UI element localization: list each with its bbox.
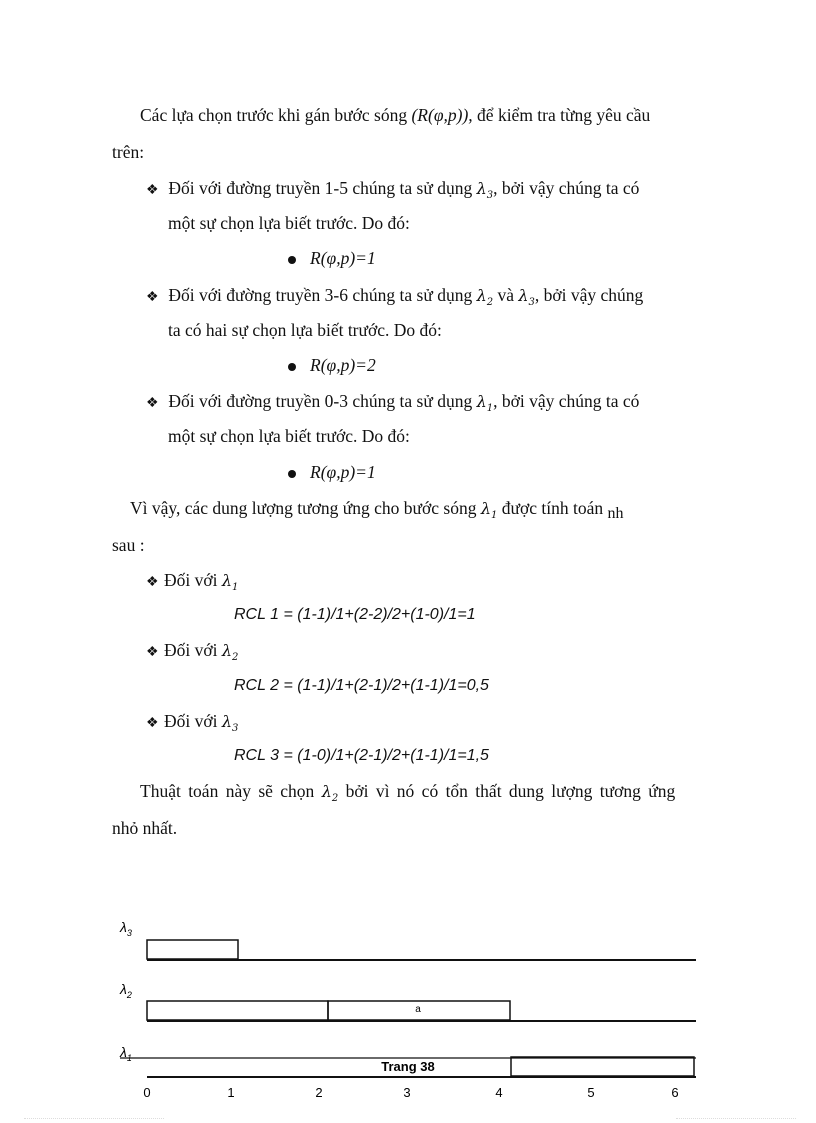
lambda-subscript: 2 <box>331 793 339 805</box>
axis-tick: 5 <box>587 1085 595 1100</box>
bullet-dot-icon <box>288 256 296 264</box>
lambda-2-symbol: λ <box>120 981 127 997</box>
rcl-3-formula: RCL 3 = (1-0)/1+(2-1)/2+(1-1)/1=1,5 <box>234 747 489 764</box>
lambda-2-segment-label: a <box>415 1004 421 1015</box>
case-2-line-2: ta có hai sự chọn lựa biết trước. Do đó: <box>168 320 442 340</box>
page-footer: Trang 38 <box>381 1059 435 1074</box>
lambda-subscript: 1 <box>486 403 494 415</box>
rcl-label-text: Đối với <box>164 640 222 660</box>
lambda-1-symbol: λ <box>120 1044 127 1060</box>
lambda-symbol: $\lambda_3$ <box>518 286 535 309</box>
lambda-3-segment <box>147 940 238 959</box>
case-3-line-1 <box>146 390 639 420</box>
rcl-2-label <box>146 639 238 669</box>
case-2-line-1 <box>146 284 643 314</box>
lambda-subscript: 3 <box>232 723 239 735</box>
lambda-subscript: 1 <box>490 510 498 522</box>
footer-dotted-right <box>676 1118 796 1120</box>
case-3-result-text: R(φ,p)=1 <box>310 462 376 482</box>
case-1-text-tail: , bởi vậy chúng ta có <box>493 178 640 198</box>
conclusion-line-2: nhỏ nhất. <box>112 818 178 838</box>
conclusion-line-1 <box>140 780 675 810</box>
case-1-result-text: R(φ,p)=1 <box>310 248 376 268</box>
case-2-conjunction: và <box>493 285 519 305</box>
lambda-symbol: $\lambda_2$ <box>321 782 339 805</box>
diamond-bullet-icon: ❖ <box>146 645 159 660</box>
case-2-text: Đối với đường truyền 3-6 chúng ta sử dụng <box>168 285 477 305</box>
lambda-subscript: 3 <box>486 190 494 202</box>
axis-tick: 1 <box>227 1085 235 1100</box>
lambda-3-symbol: λ <box>120 919 127 935</box>
axis-tick: 2 <box>315 1085 323 1100</box>
lambda-symbol: $\lambda_3$ <box>221 712 239 735</box>
lambda-3-subscript: 3 <box>126 928 132 938</box>
case-3-text: Đối với đường truyền 0-3 chúng ta sử dụng <box>168 391 477 411</box>
lambda-2-label <box>119 981 132 1000</box>
diamond-bullet-icon: ❖ <box>146 183 159 198</box>
rcl-label-text: Đối với <box>164 570 222 590</box>
diamond-bullet-icon: ❖ <box>146 716 159 731</box>
lambda-symbol: $\lambda_3$ <box>476 179 494 202</box>
summary-text-fragment: nh <box>607 505 624 522</box>
diamond-bullet-icon: ❖ <box>146 290 159 305</box>
lambda-symbol: $\lambda_1$ <box>221 571 239 594</box>
case-1-text: Đối với đường truyền 1-5 chúng ta sử dụng <box>168 178 477 198</box>
diamond-bullet-icon: ❖ <box>146 575 159 590</box>
lambda-subscript: 2 <box>232 652 239 664</box>
intro-line-1 <box>140 104 650 126</box>
lambda-subscript: 1 <box>232 582 239 594</box>
case-3-text-tail: , bởi vậy chúng ta có <box>493 391 640 411</box>
axis-tick: 6 <box>671 1085 679 1100</box>
footer-dotted-left <box>24 1118 164 1120</box>
case-1-line-2: một sự chọn lựa biết trước. Do đó: <box>168 213 410 233</box>
lambda-1-label <box>119 1044 132 1063</box>
rcl-label-text: Đối với <box>164 711 222 731</box>
case-2-result <box>288 354 376 376</box>
lambda-symbol: $\lambda_1$ <box>480 499 498 522</box>
case-1-result <box>288 247 376 269</box>
rcl-1-label <box>146 569 238 599</box>
intro-line-2: trên: <box>112 142 145 162</box>
summary-line-1 <box>130 497 623 527</box>
axis-tick: 3 <box>403 1085 411 1100</box>
bullet-dot-icon <box>288 363 296 371</box>
lambda-symbol: $\lambda_2$ <box>476 286 494 309</box>
summary-text: Vì vậy, các dung lượng tương ứng cho bước sóng <box>130 498 481 518</box>
conclusion-text-tail: bởi vì nó có tổn thất dung lượng tương ứng <box>338 781 676 801</box>
rcl-3-label <box>146 710 238 740</box>
lambda-2-subscript: 2 <box>126 990 132 1000</box>
lambda-1-segment <box>511 1057 694 1076</box>
lambda-subscript: 2 <box>486 297 494 309</box>
case-2-text-tail: , bởi vậy chúng <box>534 285 644 305</box>
case-2-result-text: R(φ,p)=2 <box>310 355 376 375</box>
lambda-symbol: $\lambda_2$ <box>221 641 239 664</box>
axis-tick: 0 <box>143 1085 151 1100</box>
intro-text: Các lựa chọn trước khi gán bước sóng <box>140 105 412 125</box>
bullet-dot-icon <box>288 470 296 478</box>
lambda-symbol: $\lambda_1$ <box>476 392 494 415</box>
rcl-2-formula: RCL 2 = (1-1)/1+(2-1)/2+(1-1)/1=0,5 <box>234 677 489 694</box>
case-3-line-2: một sự chọn lựa biết trước. Do đó: <box>168 426 410 446</box>
lambda-2-segment-1 <box>147 1001 328 1020</box>
wavelength-diagram <box>0 905 816 1105</box>
diamond-bullet-icon: ❖ <box>146 396 159 411</box>
axis-tick: 4 <box>495 1085 503 1100</box>
intro-expression: (R(φ,p)), <box>411 105 473 125</box>
summary-line-2: sau : <box>112 535 145 555</box>
conclusion-text: Thuật toán này sẽ chọn <box>140 781 322 801</box>
rcl-1-formula: RCL 1 = (1-1)/1+(2-2)/2+(1-0)/1=1 <box>234 606 476 623</box>
case-3-result <box>288 461 376 483</box>
intro-text-tail: để kiểm tra từng yêu cầu <box>472 105 651 125</box>
lambda-1-subscript: 1 <box>126 1053 132 1063</box>
case-1-line-1 <box>146 177 639 207</box>
summary-text-mid: được tính toán <box>497 498 608 518</box>
lambda-subscript: 3 <box>528 297 535 309</box>
lambda-3-label <box>119 919 132 938</box>
